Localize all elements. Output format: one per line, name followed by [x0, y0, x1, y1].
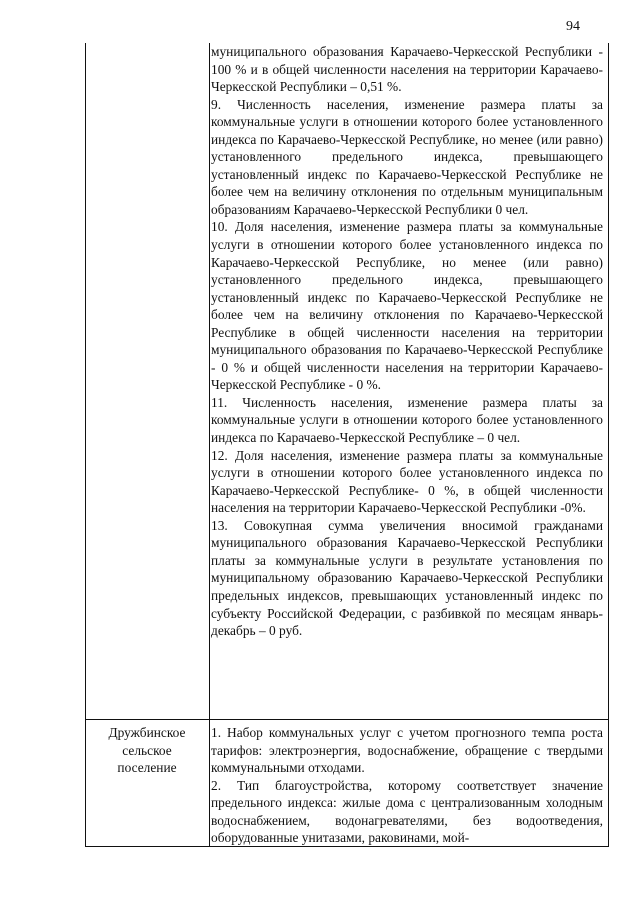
paragraph-item-10: 10. Доля населения, изменение размера платы за коммунальные услуги в отношении которого более установленного индекса по Карачаево-Черкесской Республике, но менее (или равно) установленного предельного индекса, превышающего установленный индекс по Карачаево-Черкесской Республике не более чем на величину отклонения по Карачаево-Черкесской Республике в общей численности населения на территории муниципального образования по Карачаево-Черкесской Республике - 0 % и общей численности населения на территории Карачаево-Черкесской Республике - 0 %.	[211, 219, 603, 393]
page-number: 94	[566, 19, 580, 34]
data-table	[85, 43, 609, 847]
table-row-divider	[85, 719, 609, 720]
municipality-name-cell	[85, 724, 209, 777]
paragraph: муниципального образования Карачаево-Черкесской Республики - 100 % и в общей численности населения на территории Карачаево-Черкесской Республики – 0,51 %.	[211, 44, 603, 95]
paragraph-item-12: 12. Доля населения, изменение размера платы за коммунальные услуги в отношении которого более установленного индекса по Карачаево-Черкесской Республике- 0 %, в общей численности населения на территории Карачаево-Черкесской Республики -0%.	[211, 447, 603, 516]
paragraph-item-9: 9. Численность населения, изменение размера платы за коммунальные услуги в отношении которого более установленного индекса по Карачаево-Черкесской Республике, но менее (или равно) установленного предельного индекса, превышающего установленный индекс по Карачаево-Черкесской Республике не более чем на величину отклонения по отдельным муниципальным образованиям Карачаево-Черкесской Республики 0 чел.	[211, 96, 603, 217]
row1-content-cell	[211, 43, 603, 640]
municipality-name-line: поселение	[117, 760, 177, 775]
paragraph-item-2: 2. Тип благоустройства, которому соответствует значение предельного индекса: жилые дома с централизованным холодным водоснабжением, водонагревателями, без водоотведения, оборудованные унитазами, раковинами, мой-	[211, 777, 603, 846]
paragraph-item-11: 11. Численность населения, изменение размера платы за коммунальные услуги в отношении которого более установленного индекса по Карачаево-Черкесской Республике – 0 чел.	[211, 394, 603, 446]
municipality-name-line: Дружбинское	[108, 725, 186, 740]
table-column-divider	[209, 43, 210, 847]
row2-content-cell	[211, 724, 603, 847]
table-right-border	[608, 43, 609, 847]
paragraph-item-13: 13. Совокупная сумма увеличения вносимой гражданами муниципального образования Карачаево-Черкесской Республики платы за коммунальные услуги в результате установления по муниципальному образованию Карачаево-Черкесской Республики предельных индексов, превышающих установленный индекс по субъекту Российской Федерации, с разбивкой по месяцам январь-декабрь – 0 руб.	[211, 517, 603, 639]
paragraph-item-1: 1. Набор коммунальных услуг с учетом прогнозного темпа роста тарифов: электроэнергия, водоснабжение, обращение с твердыми коммунальными отходами.	[211, 725, 603, 776]
municipality-name-line: сельское	[122, 742, 172, 758]
